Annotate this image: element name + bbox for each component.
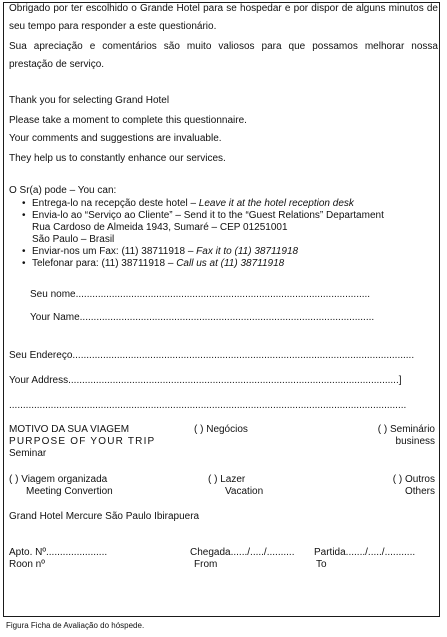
option-fax-pt: Enviar-nos um Fax: (11) 38711918 – [32, 246, 194, 257]
option-send-city: São Paulo – Brasil [32, 234, 115, 245]
option-fax [32, 246, 384, 258]
option-leisure-pt[interactable]: ( ) Lazer [208, 474, 246, 485]
apto-field-pt[interactable]: Apto. Nº...................... [9, 547, 108, 558]
option-send [32, 210, 384, 222]
english-line-3: Your comments and suggestions are invaluable. [9, 133, 222, 144]
option-seminar-pt[interactable]: ( ) Seminário [377, 424, 435, 435]
option-phone-pt: Telefonar para: (11) 38711918 – [32, 258, 174, 269]
english-line-4: They help us to constantly enhance our services. [9, 153, 226, 164]
name-field-en[interactable]: Your Name.......................................................................................................... [30, 312, 375, 323]
option-others-pt[interactable]: ( ) Outros [392, 474, 435, 485]
option-send-address: Rua Cardoso de Almeida 1943, Sumaré – CEP 01251001 [32, 222, 288, 233]
option-others-en: Others [404, 486, 435, 497]
options-list [14, 198, 384, 270]
purpose-title-en: PURPOSE OF YOUR TRIP [9, 436, 156, 447]
option-phone-en: Call us at (11) 38711918 [176, 258, 285, 269]
english-line-2: Please take a moment to complete this questionnaire. [9, 115, 247, 126]
purpose-seminar-en: Seminar [9, 448, 47, 459]
address-field-pt[interactable]: Seu Endereço........................................................................................................................... [9, 350, 415, 361]
departure-field-en: To [316, 559, 327, 570]
address-blank-line[interactable]: ............................................................................................................................................... [9, 400, 407, 411]
options-title: O Sr(a) pode – You can: [9, 185, 117, 196]
departure-field-pt[interactable]: Partida......./...../........... [314, 547, 416, 558]
option-leisure-en: Vacation [225, 486, 264, 497]
arrival-field-en: From [194, 559, 218, 570]
figure-caption: Figura Ficha de Avaliação do hóspede. [6, 621, 145, 630]
option-fax-en: Fax it to (11) 38711918 [196, 246, 299, 257]
form-frame [3, 2, 440, 617]
option-phone [32, 258, 384, 270]
appreciation-paragraph: Sua apreciação e comentários são muito valiosos para que possamos melhorar nossa prestação de serviço. [9, 41, 438, 70]
option-tour-en: Meeting Convertion [26, 486, 113, 497]
hotel-name: Grand Hotel Mercure São Paulo Ibirapuera [9, 511, 200, 522]
option-business-en: business [395, 436, 435, 447]
option-hand-in-pt: Entrega-lo na recepção deste hotel – [32, 198, 196, 209]
intro-paragraph: Obrigado por ter escolhido o Grande Hotel para se hospedar e por dispor de alguns minutos de seu tempo para responder a este questionário. [9, 3, 438, 32]
option-hand-in [32, 198, 384, 210]
english-line-1: Thank you for selecting Grand Hotel [9, 95, 170, 106]
purpose-title-pt: MOTIVO DA SUA VIAGEM [9, 424, 130, 435]
arrival-field-pt[interactable]: Chegada....../...../.......... [190, 547, 295, 558]
option-hand-in-en: Leave it at the hotel reception desk [198, 198, 354, 209]
option-send-text: Envia-lo ao “Serviço ao Cliente” – Send it to the “Guest Relations” Departament [32, 210, 384, 221]
address-field-en[interactable]: Your Address.......................................................................................................................] [9, 375, 402, 386]
option-tour-pt[interactable]: ( ) Viagem organizada [9, 474, 108, 485]
apto-field-en: Roon nº [9, 559, 45, 570]
option-business-pt[interactable]: ( ) Negócios [194, 424, 248, 435]
name-field-pt[interactable]: Seu nome.......................................................................................................... [30, 289, 371, 300]
